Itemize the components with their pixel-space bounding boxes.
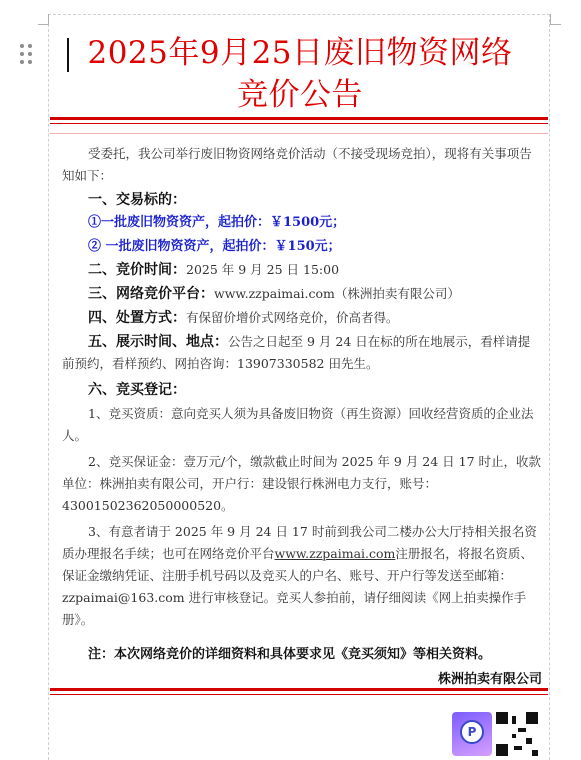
logo-coin: P xyxy=(460,720,484,744)
footer-rule-thick xyxy=(50,688,548,691)
section-6-para-3: 3、有意者请于 2025 年 9 月 24 日 17 时前到我公司二楼办公大厅持相关报名资质办理报名手续；也可在网络竞价平台www.zzpaimai.com注册报名，将报名资质、保证金缴纳凭证、注册手机号码以及竞买人的户名、账号、开户行等发送至邮箱：zzpaimai@163.com 进行审核登记。竞买人参拍前，请仔细阅读《网上拍卖操作手册》。 xyxy=(62,524,537,627)
page-corner-mark xyxy=(38,14,49,25)
title-line-1: 2025年9月25日废旧物资网络 xyxy=(87,35,513,71)
company-name: 株洲拍卖有限公司 xyxy=(437,672,542,687)
section-1-item-2: ② 一批废旧物资资产，起拍价：￥150元； xyxy=(88,239,341,254)
intro-paragraph: 受委托，我公司举行废旧物资网络竞价活动（不接受现场竞拍），现将有关事项告知如下： xyxy=(62,146,532,183)
header-rule-light xyxy=(50,133,548,134)
title-line-2: 竞价公告 xyxy=(237,77,363,113)
section-6: 六、竞买登记： xyxy=(88,382,186,398)
qr-code-icon xyxy=(496,712,538,756)
section-1-item-1: ①一批废旧物资资产，起拍价：￥1500元； xyxy=(88,215,346,230)
footer-rule-thin xyxy=(50,694,548,695)
platform-link[interactable]: www.zzpaimai.com xyxy=(274,546,396,561)
closing-note: 注：本次网络竞价的详细资料和具体要求见《竞买须知》等相关资料。 xyxy=(88,647,492,662)
section-3: 三、网络竞价平台：www.zzpaimai.com（株洲拍卖有限公司） xyxy=(88,286,460,302)
header-rule-thin xyxy=(50,123,548,124)
drag-handle-icon[interactable] xyxy=(20,44,34,66)
section-2: 二、竞价时间：2025 年 9 月 25 日 15:00 xyxy=(88,262,340,278)
app-logo-icon xyxy=(452,712,492,756)
section-1-heading: 一、交易标的： xyxy=(88,192,186,208)
section-6-para-2: 2、竞买保证金：壹万元/个，缴款截止时间为 2025 年 9 月 24 日 17 时止，收款单位：株洲拍卖有限公司，开户行：建设银行株洲电力支行，账号：43001502362050000520。 xyxy=(62,454,542,513)
page-corner-mark xyxy=(550,14,561,25)
section-1 xyxy=(62,189,542,211)
text-cursor xyxy=(67,38,69,72)
section-6-para-1: 1、竞买资质：意向竞买人须为具备废旧物资（再生资源）回收经营资质的企业法人。 xyxy=(62,406,534,443)
document-title[interactable] xyxy=(60,32,540,116)
section-4: 四、处置方式：有保留价增价式网络竞价，价高者得。 xyxy=(88,310,399,326)
section-5: 五、展示时间、地点：公告之日起至 9 月 24 日在标的所在地展示，看样请提前预约，看样预约、网拍咨询：13907330582 田先生。 xyxy=(62,334,531,371)
header-rule-thick xyxy=(50,117,548,120)
